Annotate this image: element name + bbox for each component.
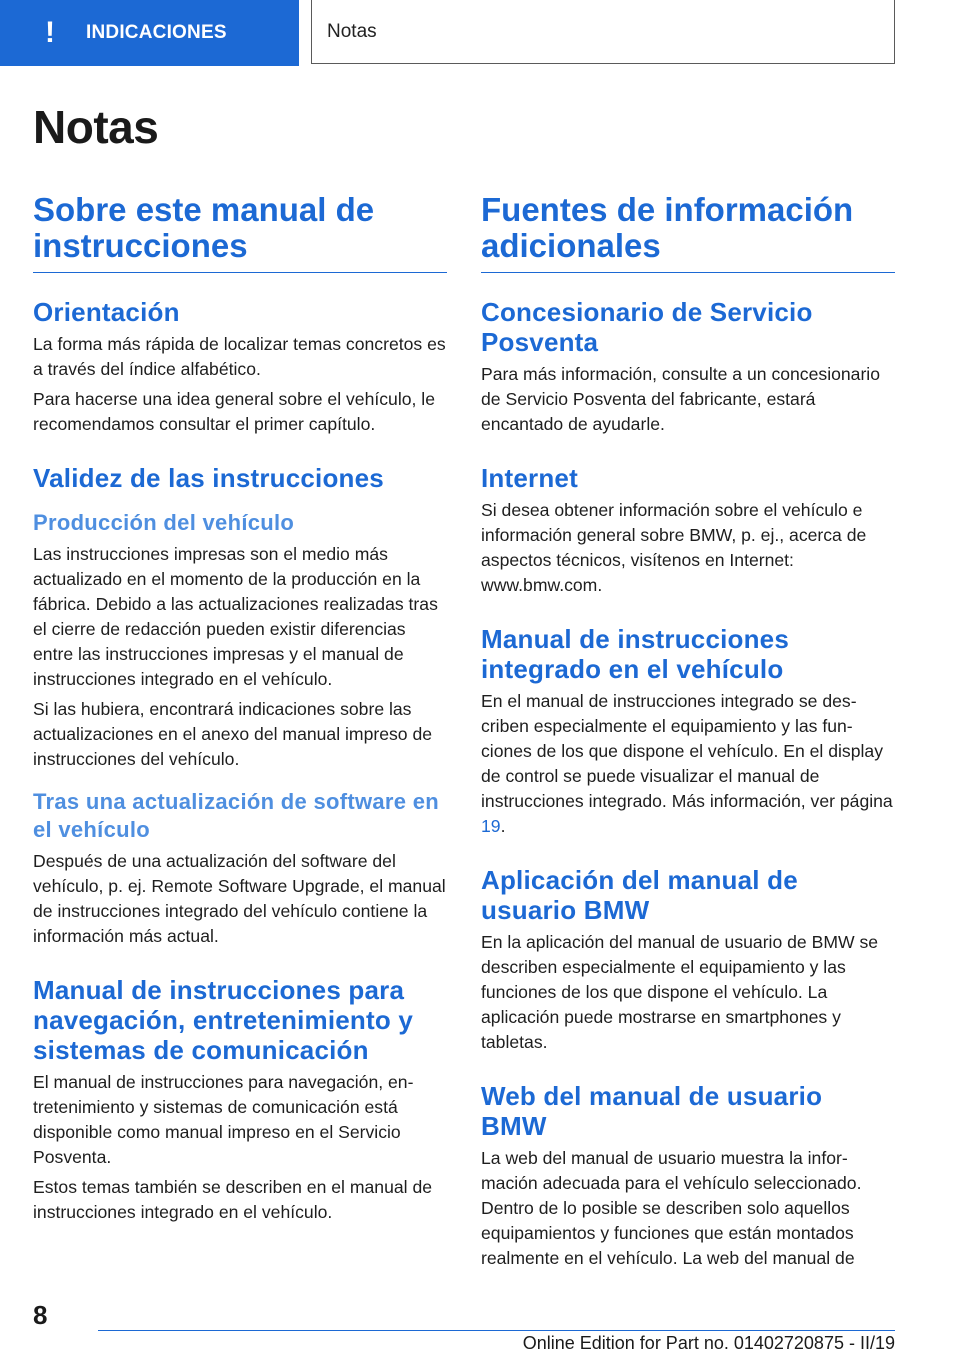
heading-validez: Validez de las instrucciones [33,463,384,493]
paragraph-text: En el manual de instrucciones integrado se describen especialmente el equipamiento y las funciones de los que dispone el vehículo. En el display de control se puede visualizar el manual de instrucciones integrado. Más información, ver página [481,691,893,811]
section-heading-fuentes: Fuentes de información adicionales [481,192,895,273]
paragraph: La web del manual de usuario muestra la información adecuada para el vehículo seleccionado. Dentro de lo posible se describen solo aquellos equipamientos y funciones que están montados realmente en el vehículo. La web del manual de [481,1148,862,1268]
page-header [0,0,960,66]
paragraph: En la aplicación del manual de usuario de BMW se describen especialmente el equipamiento y las funciones de los que dispone el vehículo. La aplicación puede mostrarse en smartphones y tabletas. [481,932,879,1052]
paragraph: Después de una actualización del software del vehículo, p. ej. Remote Software Upgrade, el manual de instrucciones integrado del vehículo contiene la información más actual. [33,851,446,946]
right-column [481,192,895,1276]
paragraph: Si las hubiera, encontrará indicaciones sobre las actualizaciones en el anexo del manual impreso de instrucciones del vehículo. [33,699,433,769]
heading-app: Aplicación del manual de usuario BMW [481,865,798,925]
page-tab-label: Notas [327,20,377,42]
page-tab[interactable] [311,0,895,64]
section-tab[interactable] [0,0,299,66]
heading-internet: Internet [481,463,578,493]
paragraph: Para hacerse una idea general sobre el vehículo, le recomendamos consultar el primer capítulo. [33,389,435,434]
paragraph: Las instrucciones impresas son el medio más actualizado en el momento de la producción en la fábrica. Debido a las actualizaciones realizadas tras el cierre de redacción pueden existir diferencias entre las instrucciones impresas y el manual de instrucciones integrado en el vehículo. [33,544,438,689]
heading-manual-integrado: Manual de instrucciones integrado en el vehículo [481,624,790,684]
exclamation-icon: ! [45,16,55,49]
section-tab-label: INDICACIONES [86,22,227,43]
footer-edition: Online Edition for Part no. 01402720875 - II/19 [522,1333,895,1353]
page-title: Notas [33,101,159,153]
heading-produccion: Producción del vehículo [33,510,295,535]
paragraph-end: . [500,816,506,836]
paragraph [481,689,895,839]
heading-software: Tras una actualización de software en el vehículo [33,789,440,842]
heading-navegacion: Manual de instrucciones para navegación, entretenimiento y sistemas de comunicación [33,975,414,1065]
heading-web: Web del manual de usuario BMW [481,1081,823,1141]
page-number: 8 [33,1300,48,1330]
section-heading-manual: Sobre este manual de instrucciones [33,192,447,273]
page-link[interactable]: 19 [481,816,501,836]
paragraph: Si desea obtener información sobre el vehículo e información general sobre BMW, p. ej., acerca de aspectos técnicos, visítenos en Internet: www.bmw.com. [481,500,867,595]
paragraph: La forma más rápida de localizar temas concretos es a través del índice alfabético. [33,334,446,379]
paragraph: El manual de instrucciones para navegación, entretenimiento y sistemas de comunicación está disponible como manual impreso en el Servicio Posventa. [33,1072,414,1167]
paragraph: Estos temas también se describen en el manual de instrucciones integrado en el vehículo. [33,1177,433,1222]
footer-divider [98,1330,895,1331]
heading-orientacion: Orientación [33,297,180,327]
left-column [33,192,447,1230]
heading-concesionario: Concesionario de Servicio Posventa [481,297,813,357]
paragraph: Para más información, consulte a un concesionario de Servicio Posventa del fabricante, estará encantado de ayudarle. [481,364,881,434]
